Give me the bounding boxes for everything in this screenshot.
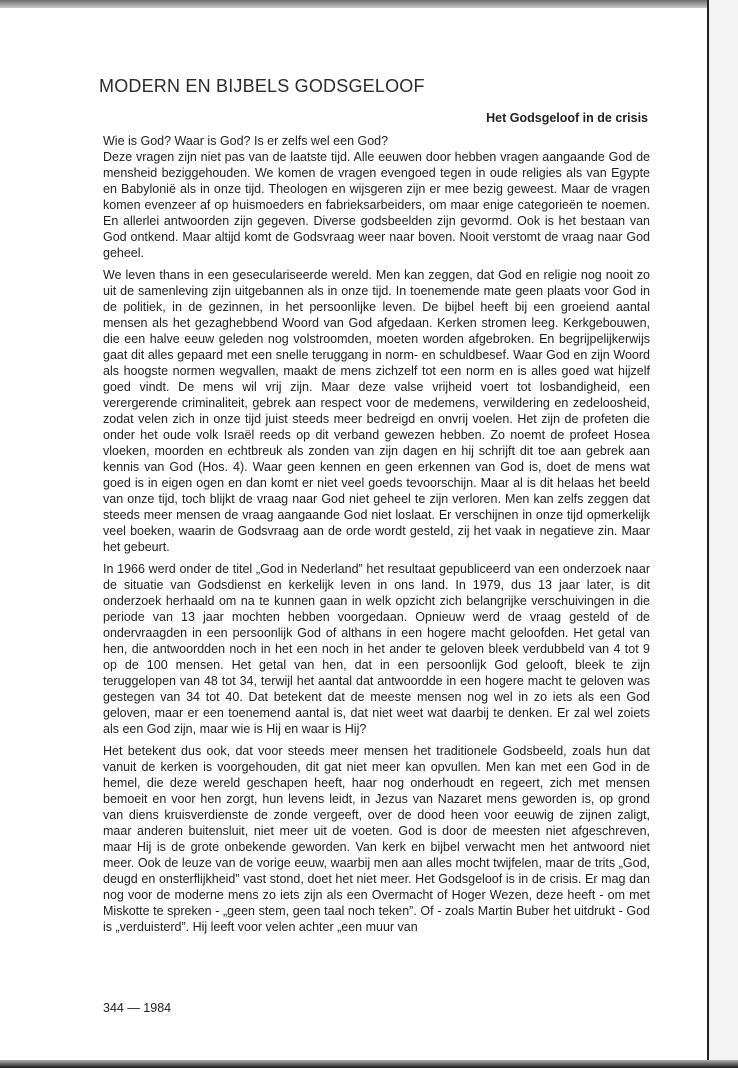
page-binding-line (707, 0, 709, 1068)
page-right-margin (707, 0, 738, 1068)
page-top-edge (0, 0, 738, 8)
article-body (103, 133, 650, 935)
paragraph: In 1966 werd onder de titel „God in Nederland” het resultaat gepubliceerd van een onderzoek naar de situatie van Godsdienst en kerkelijk leven in ons land. In 1979, dus 13 jaar later, is dit onderzoek herhaald om na te kunnen gaan in welk opzicht zich belangrijke verschuivingen in die periode van 13 jaar mochten hebben voorgedaan. Opnieuw werd de vraag gesteld of de ondervraagden in een persoonlijk God of althans in een hogere macht geloofden. Het getal van hen, die antwoordden noch in het een noch in het ander te geloven bleek verdubbeld van 4 tot 9 op de 100 mensen. Het getal van hen, dat in een persoonlijk God gelooft, bleek te zijn teruggelopen van 48 tot 34, terwijl het aantal dat antwoordde in een hogere macht te geloven was gestegen van 34 tot 40. Dat betekent dat de meeste mensen nog wel in zo iets als een God geloven, maar er een toenemend aantal is, dat niet weet wat daarbij te denken. Er zal wel zoiets als een God zijn, maar wie is Hij en waar is Hij? (103, 562, 650, 736)
page-bottom-edge (0, 1060, 738, 1068)
paragraph: Deze vragen zijn niet pas van de laatste tijd. Alle eeuwen door hebben vragen aangaande God de mensheid beziggehouden. We komen de vragen evengoed tegen in oude religies als van Egypte en Babylonië als in onze tijd. Theologen en wijsgeren zijn er mee bezig geweest. Maar de vragen komen evenzeer af op huismoeders en fabrieksarbeiders, om maar enige categorieën te noemen. En allerlei antwoorden zijn gegeven. Diverse godsbeelden zijn gevormd. Ook is het bestaan van God ontkend. Maar altijd komt de Godsvraag weer naar boven. Nooit verstomt de vraag naar God geheel. (103, 150, 650, 260)
section-subtitle: Het Godsgeloof in de crisis (486, 111, 648, 125)
paragraph: Het betekent dus ook, dat voor steeds meer mensen het traditionele Godsbeeld, zoals hun dat vanuit de kerken is voorgehouden, dit gat niet meer kan opvullen. Men kan met een God in de hemel, die deze wereld geschapen heeft, haar nog onderhoudt en regeert, zich met mensen bemoeit en voor hen zorgt, hun levens leidt, in Jezus van Nazaret mens geworden is, op grond van diens kruisverdienste de zonde vergeeft, over de dood heen voor eeuwig de zijnen zaligt, maar anderen buitensluit, niet meer uit de voeten. God is door de meesten niet afgeschreven, maar Hij is de grote onbekende geworden. Van kerk en bijbel verwacht men het antwoord niet meer. Ook de leuze van de vorige eeuw, waarbij men aan alles mocht twijfelen, maar de trits „God, deugd en onsterflijkheid” vast stond, doet het niet meer. Het Godsgeloof is in de crisis. Er mag dan nog voor de moderne mens zo iets zijn als een Overmacht of Hoger Wezen, deze heeft - om met Miskotte te spreken - „geen stem, geen taal noch teken”. Of - zoals Martin Buber het uitdrukt - God is „verduisterd”. Hij leeft voor velen achter „een muur van (103, 744, 650, 934)
article-title: MODERN EN BIJBELS GODSGELOOF (99, 76, 425, 96)
page-number: 344 — 1984 (103, 1001, 172, 1015)
paragraph: We leven thans in een geseculariseerde wereld. Men kan zeggen, dat God en religie nog nooit zo uit de samenleving zijn uitgebannen als in onze tijd. In toenemende mate geen plaats voor God in de politiek, in de gezinnen, in het persoonlijke leven. De bijbel heeft bij een groeiend aantal mensen als het gezaghebbend Woord van God afgedaan. Kerken stromen leeg. Kerkgebouwen, die een halve eeuw geleden nog volstroomden, moeten worden afgebroken. En begrijpelijkerwijs gaat dit alles gepaard met een snelle teruggang in norm- en schuldbesef. Waar God en zijn Woord als hoogste normen wegvallen, maakt de mens zichzelf tot een norm en is alles goed wat hijzelf goed vindt. De mens wil vrij zijn. Maar deze valse vrijheid voert tot losbandigheid, een verergerende criminaliteit, gebrek aan respect voor de medemens, verwildering en zedeloosheid, zodat velen zich in onze tijd juist steeds meer bedreigd en onvrij voelen. Het zijn de profeten die onder het oude volk Israël reeds op dit verband gewezen hebben. Zo noemt de profeet Hosea vloeken, moorden en echtbreuk als zonden van zijn dagen en hij schrijft dit toe aan gebrek aan kennis van God (Hos. 4). Waar geen kennen en geen erkennen van God is, doet de mens wat goed is in eigen ogen en dan komt er niet veel goeds tevoorschijn. Maar al is dit helaas het beeld van onze tijd, toch blijkt de vraag naar God niet geheel te zijn verloren. Men kan zelfs zeggen dat steeds meer mensen de vraag aangaande God niet loslaat. Er verschijnen in onze tijd opmerkelijk veel boeken, waarin de Godsvraag aan de orde wordt gesteld, zij het vaak in negatieve zin. Maar het gebeurt. (103, 268, 650, 554)
paragraph-opening-question: Wie is God? Waar is God? Is er zelfs wel een God? (103, 134, 389, 148)
